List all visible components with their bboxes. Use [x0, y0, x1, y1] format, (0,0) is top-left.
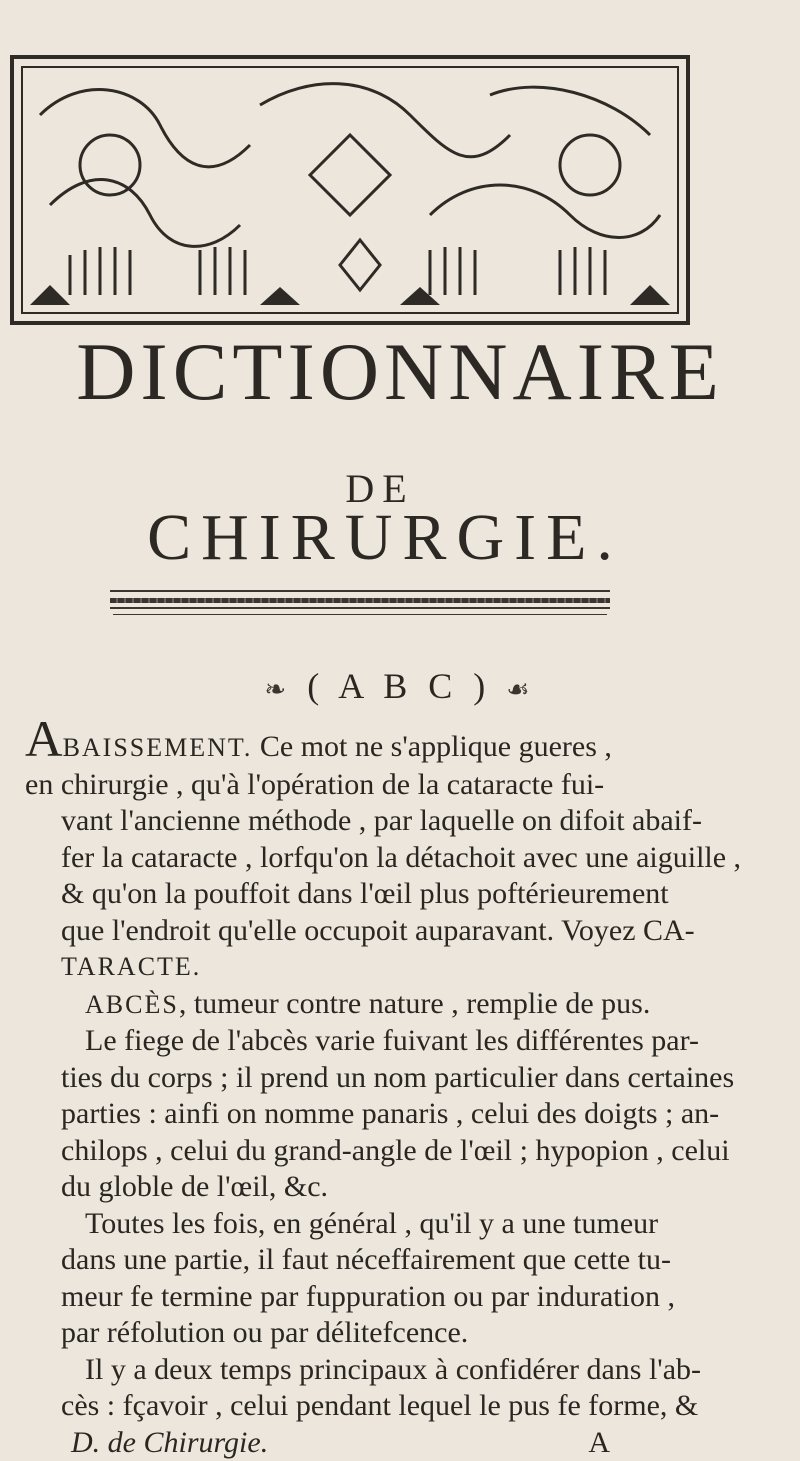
divider-rule [110, 607, 610, 609]
text-line: dans une partie, il faut néceffairement que cette tu- [25, 1242, 770, 1279]
headword: ABCÈS [85, 990, 179, 1019]
drop-cap: A [25, 722, 63, 767]
text-line: vant l'ancienne méthode , par laquelle on difoit abaif- [25, 803, 770, 840]
title-de: DE [0, 465, 780, 512]
text-line: que l'endroit qu'elle occupoit auparavant. Voyez CA- [25, 913, 770, 950]
ornamental-headpiece-icon [10, 55, 690, 325]
text-line: Le fiege de l'abcès varie fuivant les différentes par- [25, 1023, 770, 1060]
text-line: du globle de l'œil, &c. [25, 1169, 770, 1206]
signature-mark: D. de Chirurgie. [71, 1425, 268, 1461]
page-footer [25, 1425, 770, 1461]
text-line: par réfolution ou par délitefcence. [25, 1315, 770, 1352]
section-heading-label: ( A B C ) [307, 666, 491, 706]
text-line: ties du corps ; il prend un nom particulier dans certaines [25, 1060, 770, 1097]
divider-rule [110, 590, 610, 592]
section-heading [0, 665, 800, 707]
text-line: Toutes les fois, en général , qu'il y a une tumeur [25, 1206, 770, 1243]
text-line: meur fe termine par fuppuration ou par induration , [25, 1279, 770, 1316]
left-flourish-icon: ❧ [264, 675, 292, 704]
title-dictionnaire: DICTIONNAIRE [0, 325, 800, 419]
text-line: , tumeur contre nature , remplie de pus. [179, 987, 651, 1020]
text-line: Il y a deux temps principaux à confidérer dans l'ab- [25, 1352, 770, 1389]
entry-abces [25, 986, 770, 1425]
text-line: Ce mot ne s'applique gueres , [260, 730, 612, 763]
text-line: TARACTE. [25, 949, 770, 986]
text-line: chilops , celui du grand-angle de l'œil ; hypopion , celui [25, 1133, 770, 1170]
text-line: parties : ainfi on nomme panaris , celui des doigts ; an- [25, 1096, 770, 1133]
text-line: en chirurgie , qu'à l'opération de la cataracte fui- [25, 767, 770, 804]
divider-rule [113, 614, 607, 615]
text-line: & qu'on la pouffoit dans l'œil plus poftérieurement [25, 876, 770, 913]
title-chirurgie: CHIRURGIE. [0, 500, 785, 576]
catchword: A [588, 1425, 610, 1461]
right-flourish-icon: ☙ [506, 675, 535, 704]
text-line: fer la cataracte , lorfqu'on la détachoit avec une aiguille , [25, 840, 770, 877]
body-text [25, 722, 770, 1461]
headword: BAISSEMENT. [63, 733, 253, 762]
entry-abaissement [25, 722, 770, 986]
divider-rule-ornamental [110, 598, 610, 603]
text-line: cès : fçavoir , celui pendant lequel le pus fe forme, & [25, 1388, 770, 1425]
